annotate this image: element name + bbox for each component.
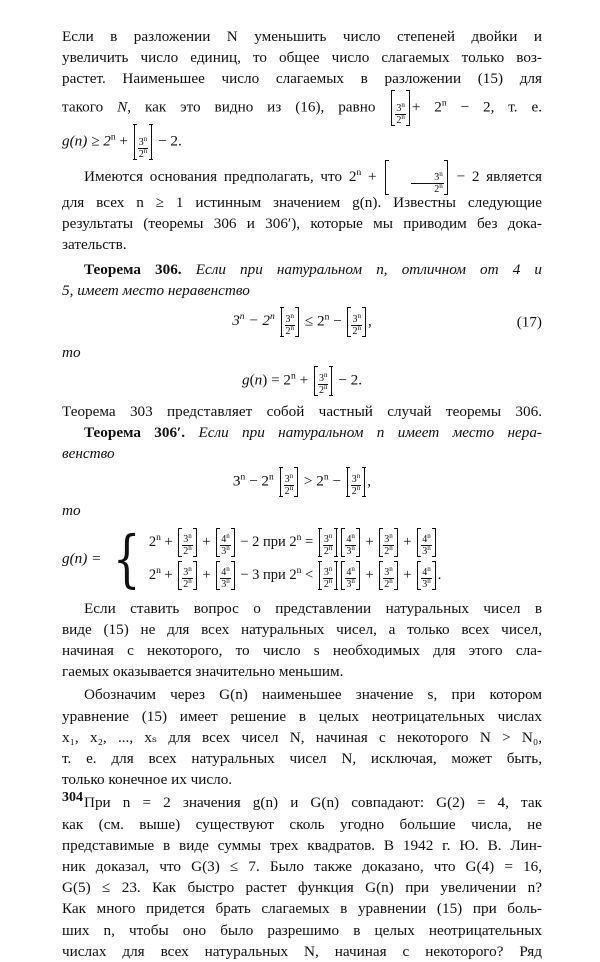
case-1: $2^n$ + $\frac{3^n}{2^n}$ + $\frac{4^n}{3^n}$ − 2 при $2^n$ = $\frac{3^n}{2^n}$ $\frac{4^n}{3^n}$ + $\frac{3^n}{2^n}$ + $\frac{4^n}{3^n}$ [149, 528, 442, 557]
text: такого [62, 98, 118, 116]
brace: { [113, 521, 141, 595]
equation-17: $3^n - 2^n$ $\frac{3^n}{2^n}$ ≤ $2^n$ − $\frac{3^n}{2^n}$ , (17) [62, 302, 542, 342]
to-2: то [62, 502, 81, 520]
text: − 2, т. е. [446, 98, 542, 116]
para-2-line-4: зательств. [62, 236, 127, 254]
para-2-line-2: для всех n ≥ 1 истинным значением g(n). Известны следующие [62, 193, 542, 211]
theorem-306-line-1 [62, 259, 542, 280]
equation-cases: g(n) = { $2^n$ + $\frac{3^n}{2^n}$ + $\frac{4^n}{3^n}$ − 2 при $2^n$ = $\frac{3^n}{2^n}$ $\frac{4^n}{3^n}$ + $\frac{3^n}{2^n}$ + $\frac{4^n}{3^n}$ $2^n$ + $\frac{3^n}{2^n}$ + $\frac{4^n}{3^n}$ − 3 при $2^n$ < $\frac{3^n}{2^n}$ $\frac{4^n}{3^n}$ + $\frac{3^n}{2^n}$ + $\frac{4^n}{3^n}$ . [62, 521, 442, 595]
inequality: g(n) ≥ 2 [62, 132, 111, 150]
para-3-line-4: гаемых оказывается значительно меньшим. [62, 663, 344, 681]
para-5-line-8: числах для всех натуральных N, начиная с некоторого? Ряд [62, 942, 542, 960]
para-2-line-1: Имеются основания предполагать, что $2^n$ + $\frac{3^n}{2^n}$ − 2 является [62, 160, 542, 192]
floor-bracket: $\frac{3^n}{2^n}$ [391, 90, 410, 126]
equation-ineq-306p: $3^n - 2^n$ $\frac{3^n}{2^n}$ > $2^n$ − $\frac{3^n}{2^n}$ , [62, 464, 542, 500]
page-number: 304 [62, 790, 83, 805]
theorem-306p-line-1 [62, 422, 542, 443]
para-5-line-3: представимые в виде суммы трех квадратов. В 1942 г. Ю. В. Лин- [62, 836, 542, 854]
para-4-line-4: т. е. для всех натуральных чисел N, исключая, может быть, [62, 750, 542, 768]
para-1-line-5: $g(n) \ge 2^n$ + $\frac{3^n}{2^n}$ − 2. [62, 124, 542, 158]
equation-number: (17) [516, 313, 542, 331]
theorem-306p-label: Теорема 306′. [84, 424, 186, 442]
para-4-line-5: только конечное их число. [62, 771, 233, 789]
theorem-306p-line-2: венство [62, 445, 115, 463]
para-5-line-5: G(5) ≤ 23. Как быстро растет функция G(n) при увеличении n? [62, 879, 542, 897]
theorem-303-line: Теорема 303 представляет собой частный случай теоремы 306. [62, 402, 542, 420]
floor-bracket: $\frac{3^n}{2^n}$ [134, 124, 153, 160]
para-2-line-3: результаты (теоремы 306 и 306′), которые мы приводим без дока- [62, 214, 542, 232]
para-1-line-2: увеличить число единиц, то общее число слагаемых только воз- [62, 49, 542, 67]
para-1-line-1: Если в разложении N уменьшить число степеней двойки и [62, 28, 542, 45]
para-4-line-1: Обозначим через G(n) наименьшее значение s, при котором [84, 686, 542, 704]
para-1-line-3: растет. Наименьшее число слагаемых в разложении (15) для [62, 70, 542, 88]
text: − 2 при 2 [236, 533, 297, 550]
para-4-line-2: уравнение (15) имеет решение в целых неотрицательных числах [62, 707, 542, 725]
text: + [115, 132, 132, 150]
text: Если при натуральном n имеет место нера- [185, 424, 542, 442]
para-5-line-4: ник доказал, что G(3) ≤ 7. Было также доказано, что G(4) = 16, [62, 858, 542, 876]
theorem-306-line-2: 5, имеет место неравенство [62, 282, 250, 300]
text: Имеются основания предполагать, что 2 [84, 167, 357, 185]
case-2: $2^n$ + $\frac{3^n}{2^n}$ + $\frac{4^n}{3^n}$ − 3 при $2^n$ < $\frac{3^n}{2^n}$ $\frac{4^n}{3^n}$ + $\frac{3^n}{2^n}$ + $\frac{4^n}{3^n}$ . [149, 561, 442, 590]
para-4-line-3: x₁, x₂, ..., xₛ для всех чисел N, начиная с некоторого N > N₀, [62, 728, 542, 746]
para-1-line-4: такого N, как это видно из (16), равно $\frac{3^n}{2^n}$ + $2^n - 2$, т. е. [62, 90, 542, 124]
text: Если при натуральном n, отличном от 4 и [181, 261, 542, 279]
equation-g-n: $g(n) = 2^n$ + $\frac{3^n}{2^n}$ − 2. [62, 363, 542, 399]
para-5-line-7: ших n, чтобы оно было разрешимо в целых неотрицательных [62, 921, 542, 939]
para-3-line-2: виде (15) не для всех натуральных чисел, а только всех чисел, [62, 620, 542, 638]
text: − 2 является [449, 167, 542, 185]
para-3-line-1: Если ставить вопрос о представлении натуральных чисел в [84, 599, 542, 617]
text: , как это видно из (16), равно [127, 98, 376, 116]
text: − 2. [154, 132, 182, 150]
theorem-306-label: Теорема 306. [84, 261, 182, 279]
text: + [361, 167, 384, 185]
text: + 2 [411, 98, 442, 116]
para-3-line-3: начиная с некоторого, то число s необходимых для этого сла- [62, 642, 542, 660]
to-1: то [62, 343, 81, 361]
page-body [62, 26, 542, 962]
para-5-line-6: Как много придется брать слагаемых в уравнении (15) при боль- [62, 900, 542, 918]
para-5-line-1: При n = 2 значения g(n) и G(n) совпадают: G(2) = 4, так [84, 794, 542, 812]
para-5-line-2: как (см. выше) существуют сколь угодно большие числа, не [62, 815, 542, 833]
var-n: N [117, 98, 128, 116]
text: − 3 при 2 [236, 566, 297, 583]
floor-bracket: $\frac{3^n}{2^n}$ [385, 160, 448, 195]
